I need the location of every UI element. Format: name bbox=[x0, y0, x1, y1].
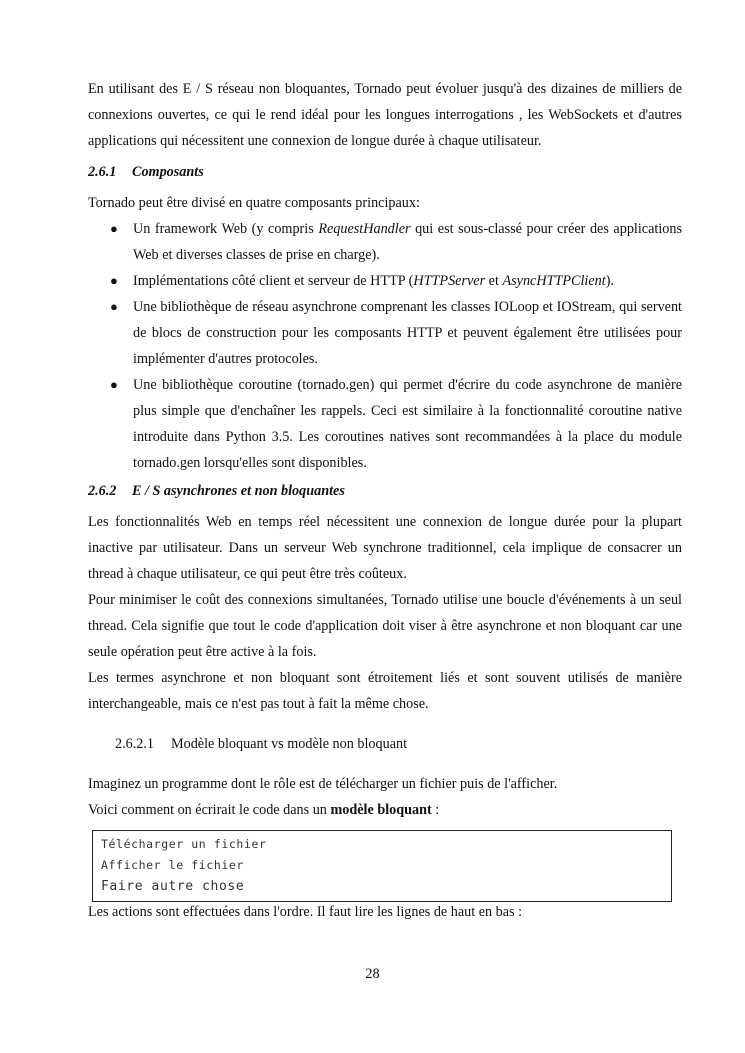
code-block bbox=[92, 830, 672, 902]
section-number: 2.6.1 bbox=[88, 164, 117, 180]
bullet-icon: ● bbox=[110, 221, 118, 236]
code-line: Télécharger un fichier bbox=[101, 837, 267, 851]
document-page bbox=[88, 66, 682, 925]
paragraph: Voici comment on écrirait le code dans un modèle bloquant : bbox=[88, 802, 440, 818]
section-title: Composants bbox=[132, 164, 204, 180]
bullet-icon: ● bbox=[110, 299, 118, 314]
code-line: Afficher le fichier bbox=[101, 858, 244, 872]
intro-paragraph: En utilisant des E / S réseau non bloquantes, Tornado peut évoluer jusqu'à des dizaines de milliers de connexions ouvertes, ce qui le rend idéal pour les longues interrogations , les WebSockets et d'autres applications qui nécessitent une connexion de longue durée à chaque utilisateur. bbox=[88, 81, 682, 149]
subsection-heading-2-6-2-1 bbox=[88, 731, 682, 757]
list-item: ● Un framework Web (y compris RequestHandler qui est sous-classé pour créer des applications Web et diverses classes de prise en charge). bbox=[88, 216, 682, 268]
bullet-icon: ● bbox=[110, 273, 118, 288]
subsection-title: Modèle bloquant vs modèle non bloquant bbox=[171, 736, 408, 752]
section-number: 2.6.2 bbox=[88, 483, 117, 499]
components-list bbox=[88, 216, 682, 476]
paragraph: Imaginez un programme dont le rôle est de télécharger un fichier puis de l'afficher. bbox=[88, 776, 558, 792]
section-heading-2-6-2 bbox=[88, 478, 682, 504]
paragraph: Pour minimiser le coût des connexions simultanées, Tornado utilise une boucle d'événements à un seul thread. Cela signifie que tout le code d'application doit viser à être asynchrone et non bloquant car une seule opération peut être active à la fois. bbox=[88, 592, 682, 660]
paragraph: Les fonctionnalités Web en temps réel nécessitent une connexion de longue durée pour la plupart inactive par utilisateur. Dans un serveur Web synchrone traditionnel, cela implique de consacrer un thread à chaque utilisateur, ce qui peut être très coûteux. bbox=[88, 514, 682, 582]
subsection-number: 2.6.2.1 bbox=[115, 736, 155, 752]
list-item: ● Une bibliothèque coroutine (tornado.gen) qui permet d'écrire du code asynchrone de manière plus simple que d'enchaîner les rappels. Ceci est similaire à la fonctionnalité coroutine native introduite dans Python 3.5. Les coroutines natives sont recommandées à la place du module tornado.gen lorsqu'elles sont disponibles. bbox=[88, 372, 682, 476]
page-number: 28 bbox=[365, 966, 380, 982]
section-lead: Tornado peut être divisé en quatre composants principaux: bbox=[88, 195, 420, 211]
list-item: ● Une bibliothèque de réseau asynchrone comprenant les classes IOLoop et IOStream, qui servent de blocs de construction pour les composants HTTP et peuvent également être utilisées pour implémenter d'autres protocoles. bbox=[88, 294, 682, 372]
code-line: Faire autre chose bbox=[101, 879, 245, 894]
paragraph: Les actions sont effectuées dans l'ordre. Il faut lire les lignes de haut en bas : bbox=[88, 904, 523, 920]
paragraph: Les termes asynchrone et non bloquant sont étroitement liés et sont souvent utilisés de manière interchangeable, mais ce n'est pas tout à fait la même chose. bbox=[88, 670, 682, 712]
section-title: E / S asynchrones et non bloquantes bbox=[132, 483, 345, 499]
section-heading-2-6-1 bbox=[88, 159, 682, 185]
list-item: ● Implémentations côté client et serveur de HTTP (HTTPServer et AsyncHTTPClient). bbox=[88, 268, 682, 294]
bullet-icon: ● bbox=[110, 377, 118, 392]
